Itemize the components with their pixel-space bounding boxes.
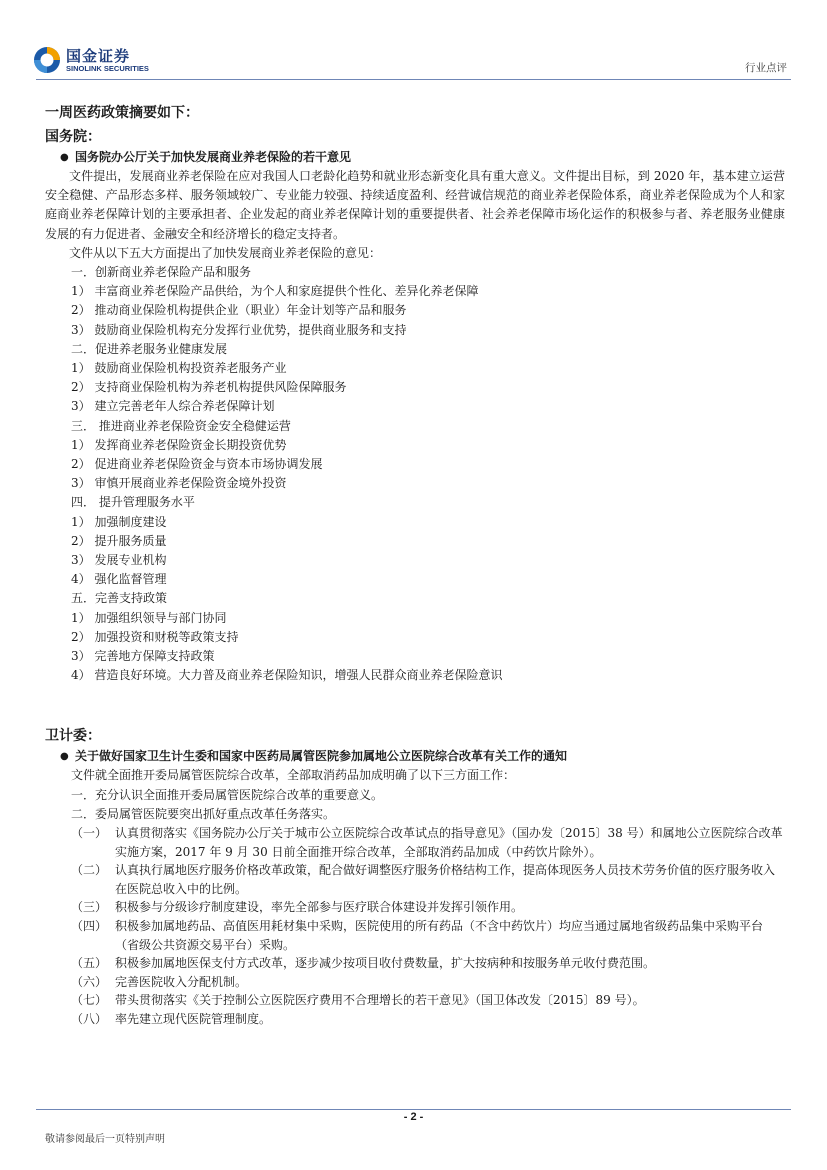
item-number: （六） bbox=[71, 974, 108, 989]
document-body bbox=[45, 98, 785, 1029]
policy-bullet bbox=[45, 747, 785, 766]
paragraph: 文件就全面推开委局属管医院综合改革，全部取消药品加成明确了以下三方面工作： bbox=[71, 768, 516, 783]
item-number: （二） bbox=[71, 863, 108, 878]
item-text: 积极参与分级诊疗制度建设，率先全部参与医疗联合体建设并发挥引领作用。 bbox=[115, 900, 524, 915]
footer-divider bbox=[36, 1109, 791, 1110]
page-header bbox=[0, 0, 827, 90]
list-item: 2） 提升服务质量 bbox=[71, 533, 167, 548]
item-text: 积极参加属地医保支付方式改革，逐步减少按项目收付费数量，扩大按病种和按服务单元收付费范围。 bbox=[115, 956, 656, 971]
list-item: 4） 营造良好环境。大力普及商业养老保险知识，增强人民群众商业养老保险意识 bbox=[71, 668, 503, 683]
list-item: 2） 推动商业保险机构提供企业（职业）年金计划等产品和服务 bbox=[71, 303, 407, 318]
list-item: 1） 发挥商业养老保险资金长期投资优势 bbox=[71, 437, 287, 452]
logo-chinese-name: 国金证券 bbox=[66, 46, 131, 65]
report-type-label: 行业点评 bbox=[745, 62, 787, 74]
numbered-item bbox=[45, 954, 785, 973]
list-item: 3） 鼓励商业保险机构充分发挥行业优势，提供商业服务和支持 bbox=[71, 322, 407, 337]
list-item: 1） 丰富商业养老保险产品供给，为个人和家庭提供个性化、差异化养老保障 bbox=[71, 284, 479, 299]
item-text: 完善医院收入分配机制。 bbox=[115, 974, 248, 989]
item-number: （七） bbox=[71, 993, 108, 1008]
list-item: 三． 推进商业养老保险资金安全稳健运营 bbox=[71, 418, 291, 433]
section-heading-state-council: 国务院： bbox=[45, 129, 101, 145]
item-text: 带头贯彻落实《关于控制公立医院医疗费用不合理增长的若干意见》（国卫体改发〔2015〕89 号）。 bbox=[115, 993, 645, 1008]
list-item: 3） 完善地方保障支持政策 bbox=[71, 649, 215, 664]
bullet-icon: ● bbox=[60, 152, 69, 163]
section-heading-health-commission: 卫计委： bbox=[45, 728, 101, 745]
policy-title: 关于做好国家卫生计生委和国家中医药局属管医院参加属地公立医院综合改革有关工作的通知 bbox=[75, 749, 568, 764]
sinolink-logo-icon bbox=[33, 46, 61, 74]
bullet-icon: ● bbox=[60, 751, 69, 763]
list-item: 二．促进养老服务业健康发展 bbox=[71, 341, 228, 356]
page-title: 一周医药政策摘要如下： bbox=[45, 105, 199, 121]
list-item: 一．充分认识全面推开委局属管医院综合改革的重要意义。 bbox=[71, 787, 384, 802]
list-item: 二．委局属管医院要突出抓好重点改革任务落实。 bbox=[71, 806, 336, 821]
item-text: 率先建立现代医院管理制度。 bbox=[115, 1012, 272, 1027]
logo-english-name: SINOLINK SECURITIES bbox=[66, 63, 149, 73]
list-item: 2） 促进商业养老保险资金与资本市场协调发展 bbox=[71, 457, 323, 472]
item-number: （四） bbox=[71, 919, 108, 934]
list-item: 4） 强化监督管理 bbox=[71, 572, 167, 587]
item-text: 认真贯彻落实《国务院办公厅关于城市公立医院综合改革试点的指导意见》（国办发〔2015〕38 号）和属地公立医院综合改革实施方案，2017 年 9 月 30 日前全面推开综合改革，全部取消药品加成（中药饮片除外）。 bbox=[115, 826, 783, 859]
list-item: 3） 建立完善老年人综合养老保障计划 bbox=[71, 399, 275, 414]
list-item: 2） 加强投资和财税等政策支持 bbox=[71, 629, 239, 644]
numbered-item bbox=[45, 917, 785, 954]
list-item: 2） 支持商业保险机构为养老机构提供风险保障服务 bbox=[71, 380, 347, 395]
policy-bullet bbox=[45, 148, 785, 167]
list-item: 1） 加强组织领导与部门协同 bbox=[71, 610, 227, 625]
numbered-item bbox=[45, 991, 785, 1010]
list-item: 1） 鼓励商业保险机构投资养老服务产业 bbox=[71, 361, 287, 376]
list-item: 3） 审慎开展商业养老保险资金境外投资 bbox=[71, 476, 287, 491]
numbered-item bbox=[45, 973, 785, 992]
item-number: （五） bbox=[71, 956, 108, 971]
list-item: 五．完善支持政策 bbox=[71, 591, 168, 606]
list-item: 四． 提升管理服务水平 bbox=[71, 495, 195, 510]
item-text: 积极参加属地药品、高值医用耗材集中采购，医院使用的所有药品（不含中药饮片）均应当通过属地省级药品集中采购平台（省级公共资源交易平台）采购。 bbox=[115, 919, 764, 952]
paragraph: 文件提出，发展商业养老保险在应对我国人口老龄化趋势和就业形态新变化具有重大意义。文件提出目标，到 2020 年，基本建立运营安全稳健、产品形态多样、服务领域较广、专业能力较强、持续适度盈利、经营诚信规范的商业养老保险体系，商业养老保险成为个人和家庭商业养老保障计划的主要承担者、企业发起的商业养老保障计划的重要提供者、社会养老保障市场化运作的积极参与者、养老服务业健康发展的有力促进者、金融安全和经济增长的稳定支持者。 bbox=[45, 169, 785, 241]
company-logo bbox=[33, 46, 149, 74]
policy-title: 国务院办公厅关于加快发展商业养老保险的若干意见 bbox=[75, 150, 352, 164]
item-number: （一） bbox=[71, 826, 108, 841]
numbered-item bbox=[45, 824, 785, 861]
item-number: （八） bbox=[71, 1012, 108, 1027]
numbered-item bbox=[45, 1010, 785, 1029]
numbered-item bbox=[45, 898, 785, 917]
item-number: （三） bbox=[71, 900, 108, 915]
list-item: 3） 发展专业机构 bbox=[71, 553, 167, 568]
list-item: 一．创新商业养老保险产品和服务 bbox=[71, 265, 252, 280]
list-item: 1） 加强制度建设 bbox=[71, 514, 167, 529]
paragraph: 文件从以下五大方面提出了加快发展商业养老保险的意见： bbox=[69, 245, 382, 260]
disclaimer-note: 敬请参阅最后一页特别声明 bbox=[45, 1134, 165, 1145]
header-divider bbox=[36, 79, 791, 80]
page-number: - 2 - bbox=[403, 1111, 424, 1123]
numbered-item bbox=[45, 861, 785, 898]
item-text: 认真执行属地医疗服务价格改革政策，配合做好调整医疗服务价格结构工作，提高体现医务人员技术劳务价值的医疗服务收入在医院总收入中的比例。 bbox=[115, 863, 776, 896]
